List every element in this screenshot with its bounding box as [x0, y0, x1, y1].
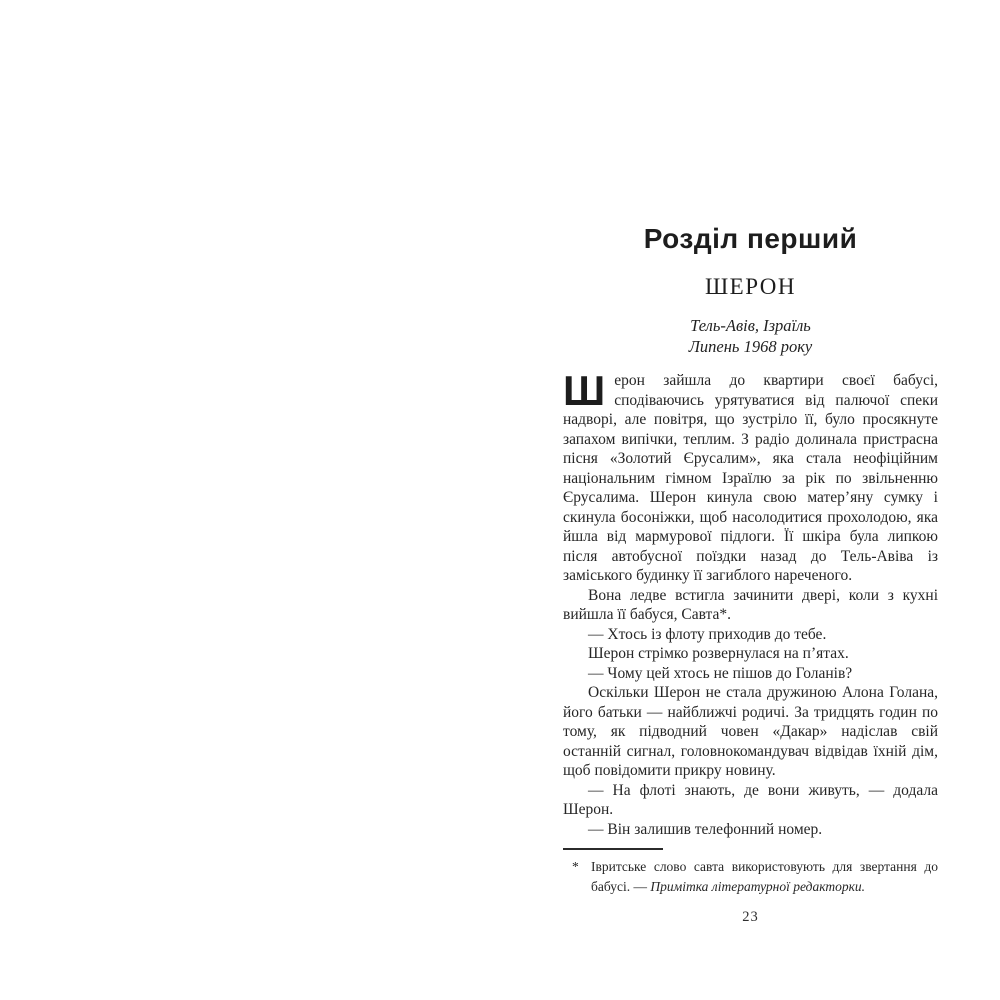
body-paragraph: [563, 367, 938, 586]
body-paragraph: — Хтось із флоту приходив до тебе.: [588, 625, 827, 643]
footnote: [563, 848, 938, 896]
dateline-date: Липень 1968 року: [688, 336, 813, 356]
body-text: [563, 367, 938, 839]
text-column: [563, 0, 938, 926]
page-number: 23: [742, 909, 759, 925]
dateline-place: Тель-Авів, Ізраїль: [690, 316, 811, 335]
body-paragraph: — Він залишив телефонний номер.: [588, 820, 823, 838]
drop-cap: Ш: [563, 367, 606, 414]
paragraph-text: ерон зайшла до квартири своєї бабусі, сподіваючись урятуватися від палючої спеки надворі, але повітря, що зустріло її, було просякнуте запахом випічки, теплим. З радіо долинала пристрасна пісня «Золотий Єрусалим», яка стала неофіційним національним гімном Ізраїлю за рік по звільненню Єрусалима. Шерон кинула свою матер’яну сумку і скинула босоніжки, щоб насолодитися прохолодою, яка йшла від мармурової підлоги. Її шкіра була липкою після автобусної поїздки назад до Тель-Авіва із заміського будинку її загиблого нареченого.: [563, 372, 938, 584]
footnote-body: [563, 857, 938, 896]
dateline: [563, 316, 938, 357]
body-paragraph: Шерон стрімко розвернулася на п’ятах.: [588, 645, 849, 662]
body-paragraph: Оскільки Шерон не стала дружиною Алона Голана, його батьки — найближчі родичі. За тридцять годин по тому, як підводний човен «Дакар» надіслав свій останній сигнал, головнокомандувач відвідав їхній дім, щоб повідомити прикру новину.: [563, 684, 938, 779]
footnote-italic-text: Примітка літературної редакторки.: [650, 878, 866, 894]
footnote-rule: [563, 848, 663, 850]
footnote-marker: *: [572, 859, 579, 874]
chapter-heading: ШЕРОН: [704, 274, 797, 299]
body-paragraph: — Чому цей хтось не пішов до Голанів?: [588, 664, 853, 682]
body-paragraph: Вона ледве встигла зачинити двері, коли з кухні вийшла її бабуся, Савта*.: [563, 586, 938, 623]
body-paragraph: — На флоті знають, де вони живуть, — додала Шерон.: [563, 781, 938, 818]
footnote-text: Івритське слово савта використовують для звертання до бабусі. —: [591, 859, 938, 894]
chapter-title: Розділ перший: [643, 223, 858, 254]
